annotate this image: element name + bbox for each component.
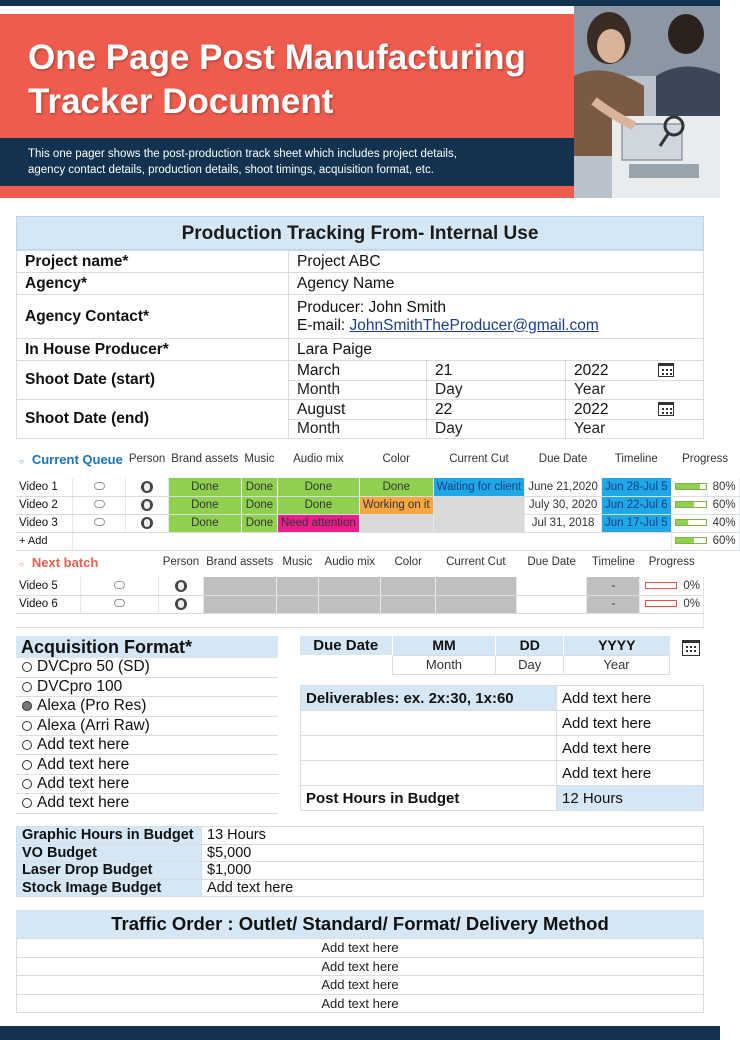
traffic-order-table: [16, 938, 704, 1013]
shoot-start-month-field[interactable]: March: [289, 361, 427, 381]
col-person: Person: [128, 453, 166, 465]
project-name-field[interactable]: Project ABC: [289, 251, 704, 273]
radio-button[interactable]: [22, 682, 32, 692]
person-icon[interactable]: [141, 517, 153, 529]
col-audio-mix: Audio mix: [293, 453, 344, 465]
calendar-icon[interactable]: [658, 402, 674, 416]
due-date-header-row: [300, 636, 670, 655]
col-due-date: Due Date: [527, 556, 576, 568]
video-name: Video 6: [16, 595, 80, 613]
music-status[interactable]: [276, 577, 318, 595]
comment-icon[interactable]: [94, 518, 105, 526]
col-progress: Progress: [648, 556, 695, 568]
shoot-end-row: [17, 400, 704, 420]
col-color: Color: [382, 453, 410, 465]
col-person: Person: [162, 556, 200, 568]
shoot-end-day-field[interactable]: 22: [427, 400, 566, 420]
calendar-icon[interactable]: [682, 640, 700, 656]
agency-label: Agency*: [17, 273, 289, 295]
production-details-table: [16, 250, 704, 439]
person-icon[interactable]: [141, 499, 153, 511]
due-date-label: Due Date: [300, 636, 392, 655]
progress-cell: [671, 496, 739, 514]
acquisition-option-label: Alexa (Pro Res): [37, 697, 147, 715]
radio-button[interactable]: [22, 662, 32, 672]
due-date-value[interactable]: July 30, 2020: [525, 496, 602, 514]
current-cut-status[interactable]: [433, 514, 525, 532]
project-name-label: Project name*: [17, 251, 289, 273]
due-date-value[interactable]: Jul 31, 2018: [525, 514, 602, 532]
in-house-producer-label: In House Producer*: [17, 339, 289, 361]
shoot-end-year-cell: [566, 400, 704, 420]
acquisition-option-label: Add text here: [37, 755, 130, 773]
video-name: Video 3: [16, 514, 72, 532]
email-prefix: E-mail:: [297, 316, 350, 334]
shoot-start-label: Shoot Date (start): [17, 361, 289, 400]
col-music: Music: [282, 556, 313, 568]
progress-value: 40%: [712, 517, 736, 529]
budget-row: [17, 862, 704, 880]
col-audio-mix: Audio mix: [324, 556, 376, 568]
deliverable-field[interactable]: Add text here: [557, 736, 704, 761]
col-current-cut: Current Cut: [446, 556, 506, 568]
acquisition-option[interactable]: [16, 794, 278, 813]
laser-drop-budget-field[interactable]: $1,000: [202, 862, 704, 880]
deliverable-field[interactable]: Add text here: [557, 761, 704, 786]
day-sublabel: Day: [427, 381, 566, 400]
budget-table: [16, 826, 704, 897]
col-due-date: Due Date: [538, 453, 588, 465]
brand-assets-status[interactable]: [203, 595, 276, 613]
acquisition-option-label: Add text here: [37, 794, 130, 812]
deliverables-table: [300, 685, 704, 811]
traffic-row: [17, 939, 704, 958]
table-row[interactable]: [16, 514, 739, 532]
progress-cell: [640, 595, 704, 613]
radio-button[interactable]: [22, 740, 32, 750]
header-photo: [574, 6, 720, 198]
acquisition-option-label: Alexa (Arri Raw): [37, 716, 150, 734]
deliverables-row: [301, 761, 704, 786]
person-icon[interactable]: [141, 481, 153, 493]
col-brand-assets: Brand assets: [171, 453, 239, 465]
post-hours-field[interactable]: 12 Hours: [557, 786, 704, 811]
day-sublabel: Day: [496, 655, 564, 674]
traffic-row: [17, 957, 704, 976]
col-music: Music: [244, 453, 275, 465]
description-line-1: This one pager shows the post-production track sheet which includes project details,: [28, 148, 457, 160]
post-hours-label: Post Hours in Budget: [301, 786, 557, 811]
timeline-value[interactable]: Jun 22-Jul 6: [601, 496, 671, 514]
progress-bar: [645, 600, 677, 607]
producer-name: Producer: John Smith: [297, 298, 447, 316]
shoot-start-year-field[interactable]: 2022: [574, 361, 609, 379]
due-date-table: [300, 636, 670, 675]
radio-button[interactable]: [22, 701, 32, 711]
production-tracking-title: Production Tracking From- Internal Use: [16, 216, 704, 250]
current-queue-title: [19, 452, 123, 467]
comment-icon[interactable]: [94, 482, 105, 490]
brand-assets-status[interactable]: [203, 577, 276, 595]
email-link[interactable]: JohnSmithTheProducer@gmail.com: [349, 316, 599, 334]
shoot-start-day-field[interactable]: 21: [427, 361, 566, 381]
brand-assets-status[interactable]: Done: [168, 478, 241, 496]
due-date-value[interactable]: [516, 595, 587, 613]
description-line-2: agency contact details, production details, shoot timings, acquisition format, etc.: [28, 164, 434, 176]
progress-bar: [675, 519, 707, 526]
timeline-value[interactable]: Jun 17-Jul 5: [601, 514, 671, 532]
due-date-dd[interactable]: DD: [496, 636, 564, 655]
acquisition-option[interactable]: [16, 736, 278, 755]
progress-cell: [640, 577, 704, 595]
budget-row: [17, 844, 704, 862]
stock-image-budget-label: Stock Image Budget: [17, 879, 202, 897]
banner-accent-strip: [0, 186, 574, 198]
color-status[interactable]: Working on it: [359, 496, 433, 514]
deliverables-row: [301, 736, 704, 761]
comment-icon[interactable]: [114, 581, 125, 589]
comment-icon[interactable]: [114, 599, 125, 607]
day-sublabel: Day: [427, 420, 566, 439]
current-cut-status[interactable]: [435, 595, 516, 613]
add-row: [16, 532, 739, 550]
current-queue-table: [16, 450, 740, 551]
audio-mix-status[interactable]: Need attention: [277, 514, 359, 532]
in-house-producer-field[interactable]: Lara Paige: [289, 339, 704, 361]
table-row[interactable]: [16, 595, 704, 613]
music-status[interactable]: Done: [241, 496, 277, 514]
color-status[interactable]: [381, 577, 435, 595]
acquisition-option[interactable]: [16, 774, 278, 793]
month-sublabel: Month: [392, 655, 496, 674]
table-row[interactable]: [16, 496, 739, 514]
audio-mix-status[interactable]: Done: [277, 478, 359, 496]
agency-row: [17, 273, 704, 295]
video-name: Video 5: [16, 577, 80, 595]
col-brand-assets: Brand assets: [206, 556, 274, 568]
video-name: Video 1: [16, 478, 72, 496]
audio-mix-status[interactable]: [319, 577, 381, 595]
due-date-mm[interactable]: MM: [392, 636, 496, 655]
timeline-value[interactable]: -: [587, 577, 640, 595]
acquisition-option-label: Add text here: [37, 775, 130, 793]
timeline-value[interactable]: -: [587, 595, 640, 613]
deliverables-row: [301, 711, 704, 736]
bullet-icon: ○: [19, 559, 24, 569]
deliverables-label: Deliverables: ex. 2x:30, 1x:60: [301, 686, 557, 711]
progress-fill: [676, 520, 688, 525]
month-sublabel: Month: [289, 420, 427, 439]
year-sublabel: Year: [566, 381, 704, 400]
next-batch-title: [19, 555, 98, 570]
acquisition-format-list: [16, 658, 278, 814]
empty-row: [16, 613, 704, 627]
next-batch-title-text: Next batch: [31, 554, 99, 570]
radio-button[interactable]: [22, 798, 32, 808]
col-current-cut: Current Cut: [449, 453, 509, 465]
due-date-sub-row: [300, 655, 670, 674]
calendar-icon[interactable]: [658, 363, 674, 377]
agency-field[interactable]: Agency Name: [289, 273, 704, 295]
timeline-value[interactable]: Jun 28-Jul 5: [601, 478, 671, 496]
current-queue-title-cell: [16, 450, 126, 468]
year-sublabel: Year: [564, 655, 670, 674]
budget-row: [17, 827, 704, 845]
laser-drop-budget-label: Laser Drop Budget: [17, 862, 202, 880]
traffic-row: [17, 976, 704, 995]
comment-icon[interactable]: [94, 500, 105, 508]
audio-mix-status[interactable]: [319, 595, 381, 613]
col-color: Color: [394, 556, 422, 568]
page-title: [28, 36, 568, 124]
graphic-hours-label: Graphic Hours in Budget: [17, 827, 202, 845]
acquisition-option[interactable]: [16, 658, 278, 677]
due-date-value[interactable]: [516, 577, 587, 595]
col-progress: Progress: [682, 453, 729, 465]
traffic-field[interactable]: Add text here: [17, 939, 704, 958]
deliverables-row: [301, 686, 704, 711]
radio-button[interactable]: [22, 721, 32, 731]
footer-bar: [0, 1026, 720, 1040]
next-batch-header: [16, 553, 704, 571]
acquisition-option-label: Add text here: [37, 736, 130, 754]
agency-contact-field[interactable]: [289, 295, 704, 339]
brand-assets-status[interactable]: Done: [168, 514, 241, 532]
acquisition-option[interactable]: [16, 697, 278, 716]
person-icon[interactable]: [175, 580, 187, 592]
progress-value: 60%: [712, 499, 736, 511]
vo-budget-label: VO Budget: [17, 844, 202, 862]
color-status[interactable]: [381, 595, 435, 613]
agency-contact-row: [17, 295, 704, 339]
year-sublabel: Year: [566, 420, 704, 439]
brand-assets-status[interactable]: Done: [168, 496, 241, 514]
progress-cell: [671, 514, 739, 532]
current-cut-status[interactable]: [435, 577, 516, 595]
music-status[interactable]: [276, 595, 318, 613]
table-row[interactable]: [16, 577, 704, 595]
col-timeline: Timeline: [591, 556, 635, 568]
progress-bar: [675, 537, 707, 544]
acquisition-format-title: Acquisition Format*: [16, 636, 278, 658]
stock-image-budget-field[interactable]: Add text here: [202, 879, 704, 897]
next-batch-title-cell: [16, 553, 159, 571]
vo-budget-field[interactable]: $5,000: [202, 844, 704, 862]
video-name: Video 2: [16, 496, 72, 514]
current-queue-title-text: Current Queue: [31, 451, 123, 467]
current-cut-status[interactable]: [433, 496, 525, 514]
progress-fill: [676, 538, 694, 543]
shoot-start-row: [17, 361, 704, 381]
shoot-end-month-field[interactable]: August: [289, 400, 427, 420]
col-timeline: Timeline: [614, 453, 658, 465]
office-photo-illustration: [574, 6, 720, 198]
audio-mix-status[interactable]: Done: [277, 496, 359, 514]
add-row-button[interactable]: + Add: [16, 532, 72, 550]
post-hours-row: [301, 786, 704, 811]
deliverable-field[interactable]: Add text here: [557, 686, 704, 711]
project-row: [17, 251, 704, 273]
person-icon[interactable]: [175, 598, 187, 610]
traffic-row: [17, 994, 704, 1013]
current-queue-header: [16, 450, 739, 468]
table-row[interactable]: [16, 478, 739, 496]
total-progress-value: 60%: [712, 535, 736, 547]
color-status[interactable]: [359, 514, 433, 532]
in-house-row: [17, 339, 704, 361]
page-description: [28, 146, 558, 178]
email-line: [297, 317, 695, 335]
progress-value: 0%: [683, 579, 700, 592]
bullet-icon: ○: [19, 456, 24, 466]
shoot-end-label: Shoot Date (end): [17, 400, 289, 439]
progress-value: 80%: [712, 480, 736, 493]
progress-bar: [645, 582, 677, 589]
acquisition-option-label: DVCpro 50 (SD): [37, 658, 150, 676]
color-status[interactable]: Done: [359, 478, 433, 496]
music-status[interactable]: Done: [241, 514, 277, 532]
progress-bar: [675, 483, 707, 490]
shoot-start-year-cell: [566, 361, 704, 381]
music-status[interactable]: Done: [241, 478, 277, 496]
acquisition-option-label: DVCpro 100: [37, 678, 123, 696]
deliverable-field[interactable]: Add text here: [557, 711, 704, 736]
traffic-field[interactable]: Add text here: [17, 957, 704, 976]
progress-value: 0%: [683, 598, 700, 610]
next-batch-table: [16, 553, 704, 628]
graphic-hours-field[interactable]: 13 Hours: [202, 827, 704, 845]
acquisition-option[interactable]: [16, 755, 278, 774]
progress-fill: [676, 502, 694, 507]
traffic-field[interactable]: Add text here: [17, 976, 704, 995]
traffic-field[interactable]: Add text here: [17, 994, 704, 1013]
traffic-order-title: Traffic Order : Outlet/ Standard/ Format/ Delivery Method: [16, 910, 704, 938]
radio-button[interactable]: [22, 779, 32, 789]
agency-contact-label: Agency Contact*: [17, 295, 289, 339]
month-sublabel: Month: [289, 381, 427, 400]
budget-row: [17, 879, 704, 897]
title-line-1: One Page Post Manufacturing: [28, 38, 526, 77]
due-date-yyyy[interactable]: YYYY: [598, 637, 636, 654]
shoot-end-year-field[interactable]: 2022: [574, 400, 609, 418]
acquisition-option[interactable]: [16, 716, 278, 735]
title-line-2: Tracker Document: [28, 82, 334, 121]
progress-fill: [676, 484, 700, 489]
current-cut-status[interactable]: Waiting for client: [433, 478, 525, 496]
total-progress-cell: [671, 532, 739, 550]
progress-bar: [675, 501, 707, 508]
progress-cell: [671, 478, 739, 496]
due-date-value[interactable]: June 21,2020: [525, 478, 602, 496]
radio-button[interactable]: [22, 760, 32, 770]
acquisition-option[interactable]: [16, 677, 278, 696]
